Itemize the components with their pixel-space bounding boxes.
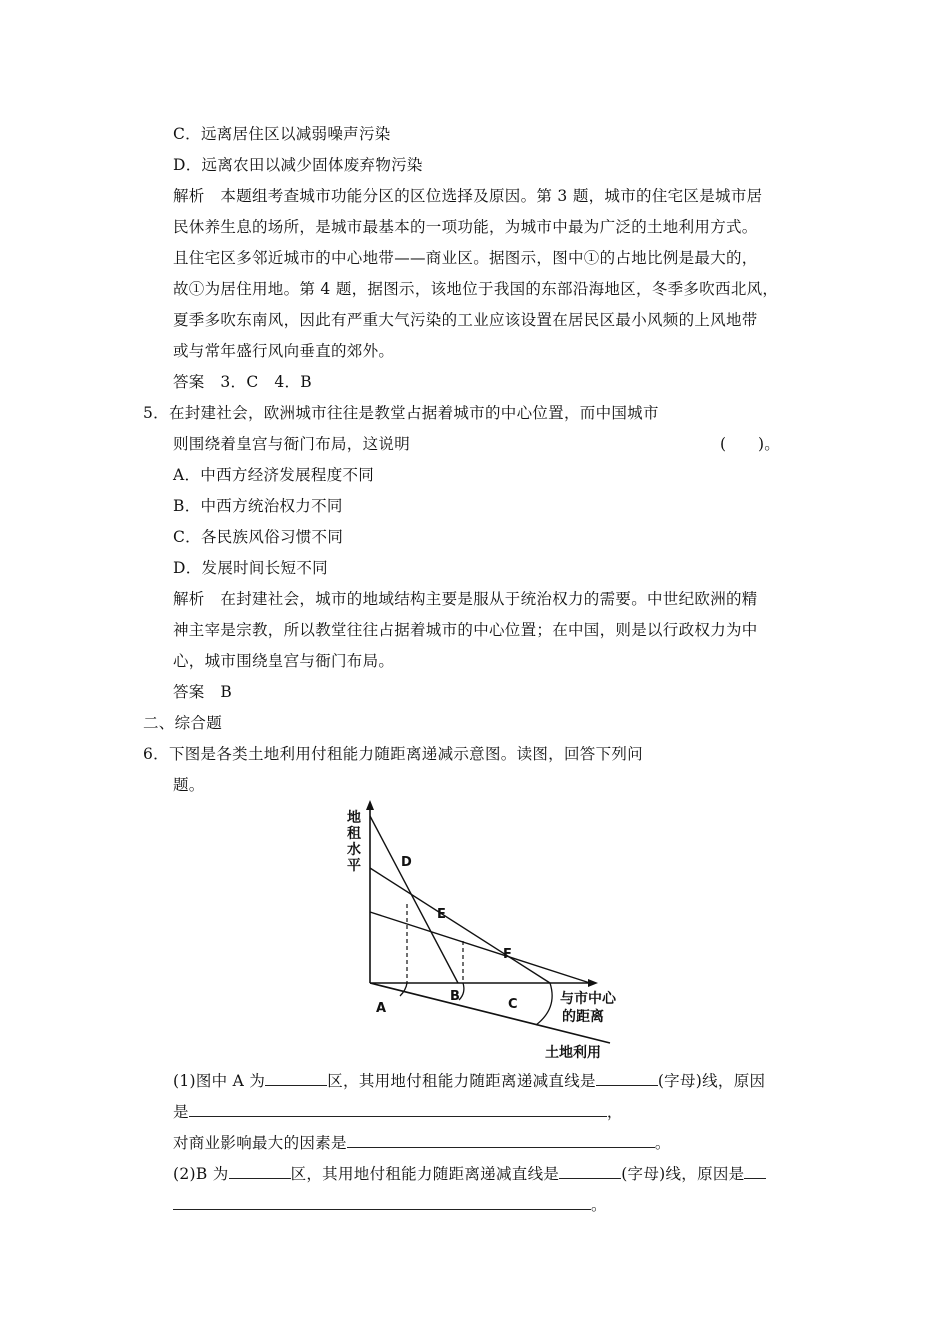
answer-blank[interactable]	[229, 1164, 291, 1179]
line-label-d: D	[401, 855, 412, 870]
q6-p2-text: 。	[591, 1196, 607, 1214]
q5-option-d: D．发展时间长短不同	[173, 559, 328, 577]
q6-p1-text: 对商业影响最大的因素是	[173, 1134, 347, 1152]
q6-stem: 题。	[173, 776, 205, 794]
answer-blank[interactable]	[347, 1133, 655, 1148]
rent-line-d	[370, 816, 458, 983]
q6-part2-line	[173, 1195, 607, 1215]
q4-analysis-line: 夏季多吹东南风，因此有严重大气污染的工业应该设置在居民区最小风频的上风地带	[173, 311, 758, 329]
q6-p1-text: ，	[606, 1103, 623, 1121]
q4-option-c: C．远离居住区以减弱噪声污染	[173, 125, 391, 143]
q5-answer-bracket: ( )。	[720, 435, 781, 453]
q4-answer: 答案 3．C 4．B	[173, 373, 312, 391]
rent-distance-diagram	[340, 800, 640, 1065]
y-axis-label: 地	[347, 810, 361, 826]
zone-label-c: C	[508, 997, 518, 1012]
line-label-e: E	[437, 907, 446, 922]
q6-stem: 6．下图是各类土地利用付租能力随距离递减示意图。读图，回答下列问	[143, 745, 643, 763]
q6-p1-text: 是	[173, 1103, 189, 1121]
q5-analysis-line: 解析 在封建社会，城市的地域结构主要是服从于统治权力的需要。中世纪欧洲的精	[173, 590, 758, 608]
q4-analysis-line: 或与常年盛行风向垂直的郊外。	[173, 342, 395, 360]
answer-blank[interactable]	[596, 1071, 658, 1086]
q6-part1-line	[173, 1133, 671, 1153]
zone-arc-c	[536, 983, 552, 1025]
line-label-f: F	[503, 947, 512, 962]
answer-blank[interactable]	[189, 1102, 607, 1117]
q5-answer: 答案 B	[173, 683, 233, 701]
q4-option-d: D．远离农田以减少固体废弃物污染	[173, 156, 423, 174]
q5-analysis-line: 心，城市围绕皇宫与衙门布局。	[173, 652, 395, 670]
q4-analysis-line: 解析 本题组考查城市功能分区的区位选择及原因。第 3 题，城市的住宅区是城市居	[173, 187, 763, 205]
q6-p1-text: 。	[654, 1134, 671, 1152]
rent-line-f	[370, 912, 590, 983]
q4-analysis-line: 民休养生息的场所，是城市最基本的一项功能，为城市中最为广泛的土地利用方式。	[173, 218, 758, 236]
answer-blank[interactable]	[559, 1164, 621, 1179]
q6-p1-text: (1)图中 A 为	[173, 1072, 266, 1090]
section-title: 二、综合题	[143, 714, 223, 732]
q4-analysis-line: 且住宅区多邻近城市的中心地带——商业区。据图示，图中①的占地比例是最大的，	[173, 249, 758, 267]
answer-blank[interactable]	[744, 1164, 766, 1179]
q6-p1-text: 区，其用地付租能力随距离递减直线是	[327, 1072, 596, 1090]
answer-blank[interactable]	[265, 1071, 327, 1086]
q6-part2-line	[173, 1164, 766, 1184]
x-axis-label: 的距离	[562, 1009, 604, 1025]
q6-p2-text: 区，其用地付租能力随距离递减直线是	[290, 1165, 560, 1183]
q6-p1-text: (字母)线，原因	[657, 1072, 766, 1090]
zone-label-a: A	[376, 1001, 387, 1016]
y-axis-label: 水	[347, 842, 361, 858]
rent-line-e	[370, 868, 550, 983]
q5-stem: 5．在封建社会，欧洲城市往往是教堂占据着城市的中心位置，而中国城市	[143, 404, 659, 422]
q5-option-c: C．各民族风俗习惯不同	[173, 528, 344, 546]
q6-part1-line	[173, 1071, 765, 1091]
zone-arc-a	[400, 983, 407, 996]
y-axis-label: 平	[347, 858, 361, 874]
q6-p2-text: (字母)线，原因是	[621, 1165, 745, 1183]
zone-label-b: B	[450, 989, 460, 1004]
y-axis-arrow	[366, 800, 374, 810]
y-axis-label: 租	[347, 826, 361, 842]
q5-analysis-line: 神主宰是宗教，所以教堂往往占据着城市的中心位置；在中国，则是以行政权力为中	[173, 621, 758, 639]
q6-p2-text: (2)B 为	[173, 1165, 229, 1183]
q5-option-a: A．中西方经济发展程度不同	[173, 466, 375, 484]
q5-stem: 则围绕着皇宫与衙门布局，这说明	[173, 435, 411, 453]
q5-option-b: B．中西方统治权力不同	[173, 497, 343, 515]
q6-part1-line	[173, 1102, 623, 1122]
x-axis-label: 与市中心	[560, 991, 616, 1007]
land-use-label: 土地利用	[545, 1045, 601, 1061]
answer-blank[interactable]	[173, 1195, 591, 1210]
q4-analysis-line: 故①为居住用地。第 4 题，据图示，该地位于我国的东部沿海地区，冬季多吹西北风，	[173, 280, 779, 298]
